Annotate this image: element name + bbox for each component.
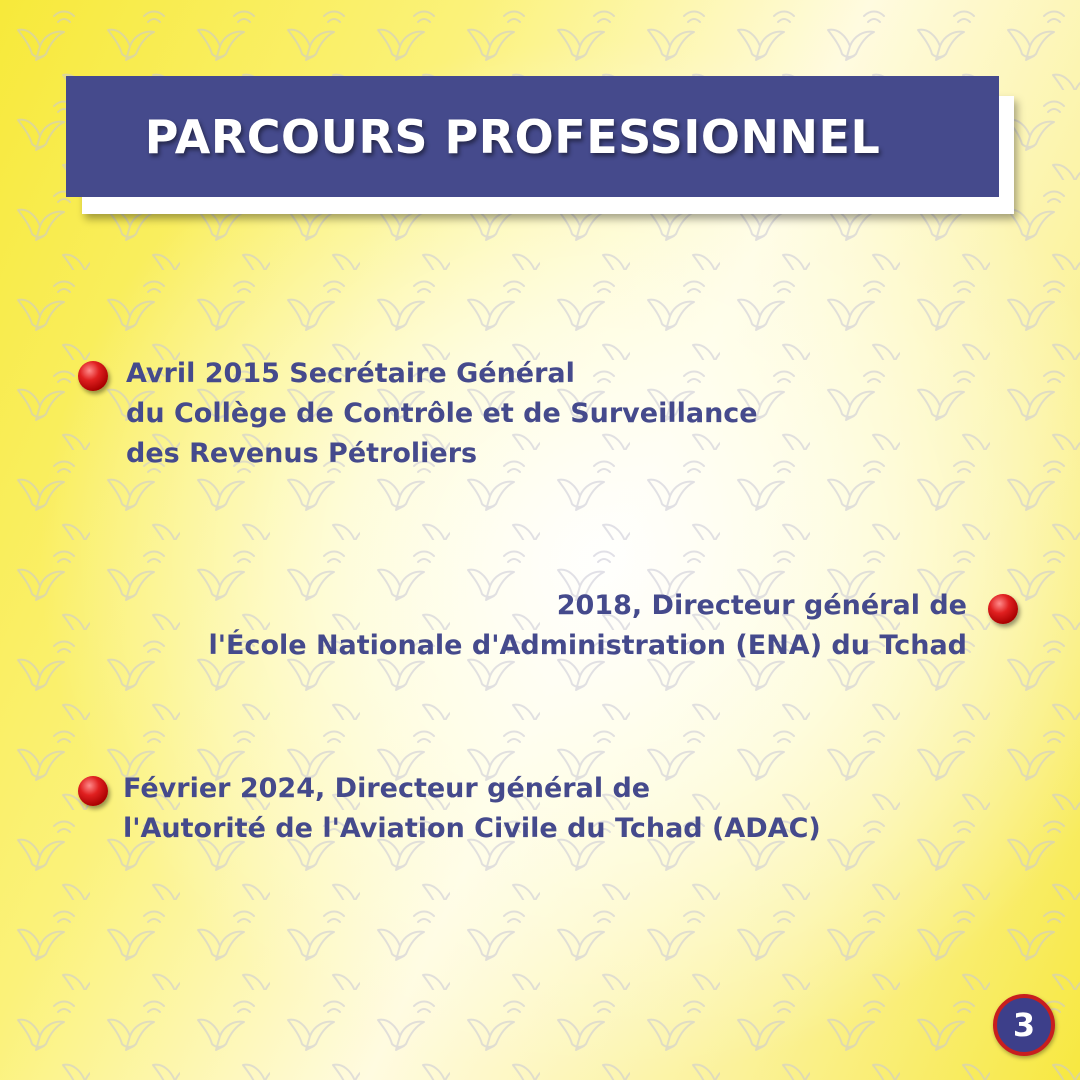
entry-line: des Revenus Pétroliers bbox=[126, 438, 478, 469]
career-entry-2015 bbox=[126, 354, 758, 474]
entry-line: 2018, Directeur général de bbox=[556, 590, 967, 621]
entry-line: l'École Nationale d'Administration (ENA) du Tchad bbox=[208, 630, 967, 661]
red-sphere-bullet-icon bbox=[78, 776, 108, 806]
career-entry-2024 bbox=[123, 769, 821, 849]
entry-line: du Collège de Contrôle et de Surveillance bbox=[126, 398, 758, 429]
red-sphere-bullet-icon bbox=[988, 594, 1018, 624]
page-title: PARCOURS PROFESSIONNEL bbox=[144, 109, 881, 164]
career-entry-2018 bbox=[208, 586, 967, 666]
entry-line: Avril 2015 Secrétaire Général bbox=[126, 358, 575, 389]
title-banner bbox=[66, 76, 999, 197]
red-sphere-bullet-icon bbox=[78, 361, 108, 391]
entry-line: l'Autorité de l'Aviation Civile du Tchad (ADAC) bbox=[123, 813, 821, 844]
entry-line: Février 2024, Directeur général de bbox=[123, 773, 651, 804]
page-number-badge: 3 bbox=[993, 994, 1055, 1056]
